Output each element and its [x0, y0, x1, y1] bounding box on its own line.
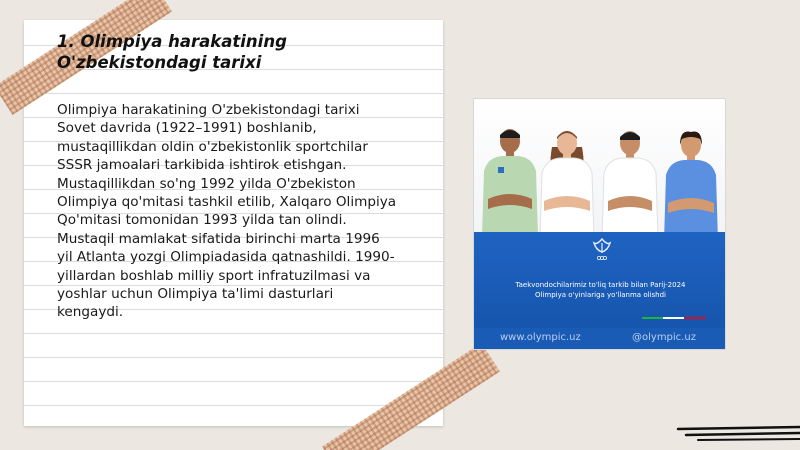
decorative-lines	[676, 424, 800, 442]
note-body: Olimpiya harakatining O'zbekistondagi tarixi Sovet davrida (1922–1991) boshlanib, mustaqillikdan oldin o'zbekistonlik sportchilar SSSR jamoalari tarkibida ishtirok etishgan. Mustaqillikdan so'ng 1992 yilda O'zbekiston Olimpiya qo'mitasi tashkil etilib, Xalqaro Olimpiya Qo'mitasi tomonidan 1993 yilda tan olindi. Mustaqil mamlakat sifatida birinchi marta 1996 yil Atlanta yozgi Olimpiadasida qatnashildi. 1990-yillardan boshlab milliy sport infratuzilmasi va yoshlar uchun Olimpiya ta'limi dasturlari kengaydi.	[57, 102, 397, 321]
caption-line-2: Olimpiya o'yinlariga yo'llanma olishdi	[535, 291, 666, 299]
caption-line-1: Taekvondochilarimiz to'liq tarkib bilan Parij-2024	[515, 281, 686, 289]
athlete-figure	[660, 131, 722, 241]
note-title: 1. Olimpiya harakatining O'zbekistondagi tarixi	[57, 32, 287, 72]
footer-handle: @olympic.uz	[632, 332, 696, 343]
footer-website: www.olympic.uz	[500, 332, 581, 343]
photo-caption	[484, 280, 717, 300]
athlete-figure	[598, 129, 662, 239]
flag-stripe	[642, 317, 706, 319]
athletes-photo	[473, 98, 726, 350]
athlete-figure	[478, 127, 542, 237]
athlete-figure	[536, 129, 598, 239]
olympic-committee-emblem-icon	[591, 237, 613, 263]
